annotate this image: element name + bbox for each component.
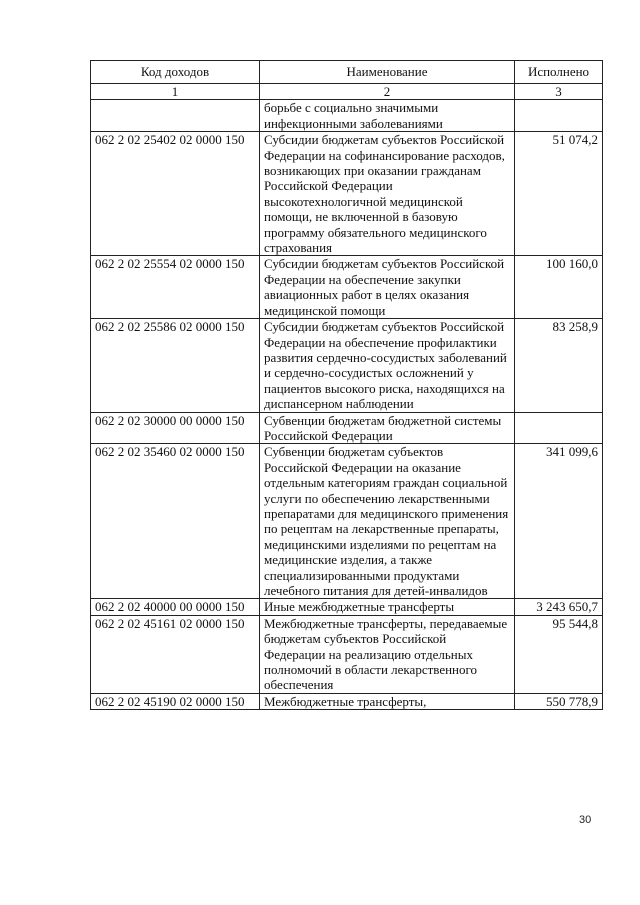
- revenue-name: Субсидии бюджетам субъектов Российской Федерации на обеспечение закупки авиационных работ в целях оказания медицинской помощи: [260, 256, 515, 319]
- revenue-code: 062 2 02 25554 02 0000 150: [91, 256, 260, 319]
- revenue-amount: 100 160,0: [515, 256, 603, 319]
- revenue-code: 062 2 02 30000 00 0000 150: [91, 412, 260, 444]
- table-row: [91, 319, 603, 412]
- revenue-code: 062 2 02 40000 00 0000 150: [91, 599, 260, 615]
- column-number-1: 1: [91, 84, 260, 100]
- table-row: [91, 256, 603, 319]
- revenue-amount: 341 099,6: [515, 444, 603, 599]
- revenue-amount: [515, 412, 603, 444]
- revenue-code: 062 2 02 45190 02 0000 150: [91, 693, 260, 709]
- table-row: [91, 599, 603, 615]
- revenue-code: 062 2 02 25586 02 0000 150: [91, 319, 260, 412]
- revenue-code: 062 2 02 25402 02 0000 150: [91, 132, 260, 256]
- revenue-amount: 95 544,8: [515, 615, 603, 693]
- revenue-table: [90, 60, 603, 710]
- revenue-name: Иные межбюджетные трансферты: [260, 599, 515, 615]
- column-number-2: 2: [260, 84, 515, 100]
- revenue-amount: 3 243 650,7: [515, 599, 603, 615]
- revenue-amount: 51 074,2: [515, 132, 603, 256]
- revenue-code: [91, 100, 260, 132]
- revenue-name: Субсидии бюджетам субъектов Российской Федерации на софинансирование расходов, возникающих при оказании гражданам Российской Федерации высокотехнологичной медицинской помощи, не включенной в базовую программу обязательного медицинского страхования: [260, 132, 515, 256]
- revenue-amount: [515, 100, 603, 132]
- revenue-code: 062 2 02 35460 02 0000 150: [91, 444, 260, 599]
- header-name: Наименование: [260, 61, 515, 84]
- revenue-name: Межбюджетные трансферты, передаваемые бюджетам субъектов Российской Федерации на реализацию отдельных полномочий в области лекарственного обеспечения: [260, 615, 515, 693]
- table-row: [91, 132, 603, 256]
- column-number-row: [91, 84, 603, 100]
- table-row: [91, 615, 603, 693]
- table-row: [91, 693, 603, 709]
- revenue-amount: 550 778,9: [515, 693, 603, 709]
- revenue-code: 062 2 02 45161 02 0000 150: [91, 615, 260, 693]
- header-amount: Исполнено: [515, 61, 603, 84]
- header-code: Код доходов: [91, 61, 260, 84]
- revenue-name: борьбе с социально значимыми инфекционными заболеваниями: [260, 100, 515, 132]
- table-row: [91, 100, 603, 132]
- header-row: [91, 61, 603, 84]
- revenue-name: Субсидии бюджетам субъектов Российской Федерации на обеспечение профилактики развития сердечно-сосудистых заболеваний и сердечно-сосудистых осложнений у пациентов высокого риска, находящихся на диспансерном наблюдении: [260, 319, 515, 412]
- revenue-name: Субвенции бюджетам субъектов Российской Федерации на оказание отдельным категориям граждан социальной услуги по обеспечению лекарственными препаратами для медицинского применения по рецептам на лекарственные препараты, медицинскими изделиями по рецептам на медицинские изделия, а также специализированными продуктами лечебного питания для детей-инвалидов: [260, 444, 515, 599]
- table-row: [91, 444, 603, 599]
- table-row: [91, 412, 603, 444]
- revenue-name: Межбюджетные трансферты,: [260, 693, 515, 709]
- page-number: 30: [579, 814, 592, 826]
- column-number-3: 3: [515, 84, 603, 100]
- revenue-name: Субвенции бюджетам бюджетной системы Российской Федерации: [260, 412, 515, 444]
- revenue-amount: 83 258,9: [515, 319, 603, 412]
